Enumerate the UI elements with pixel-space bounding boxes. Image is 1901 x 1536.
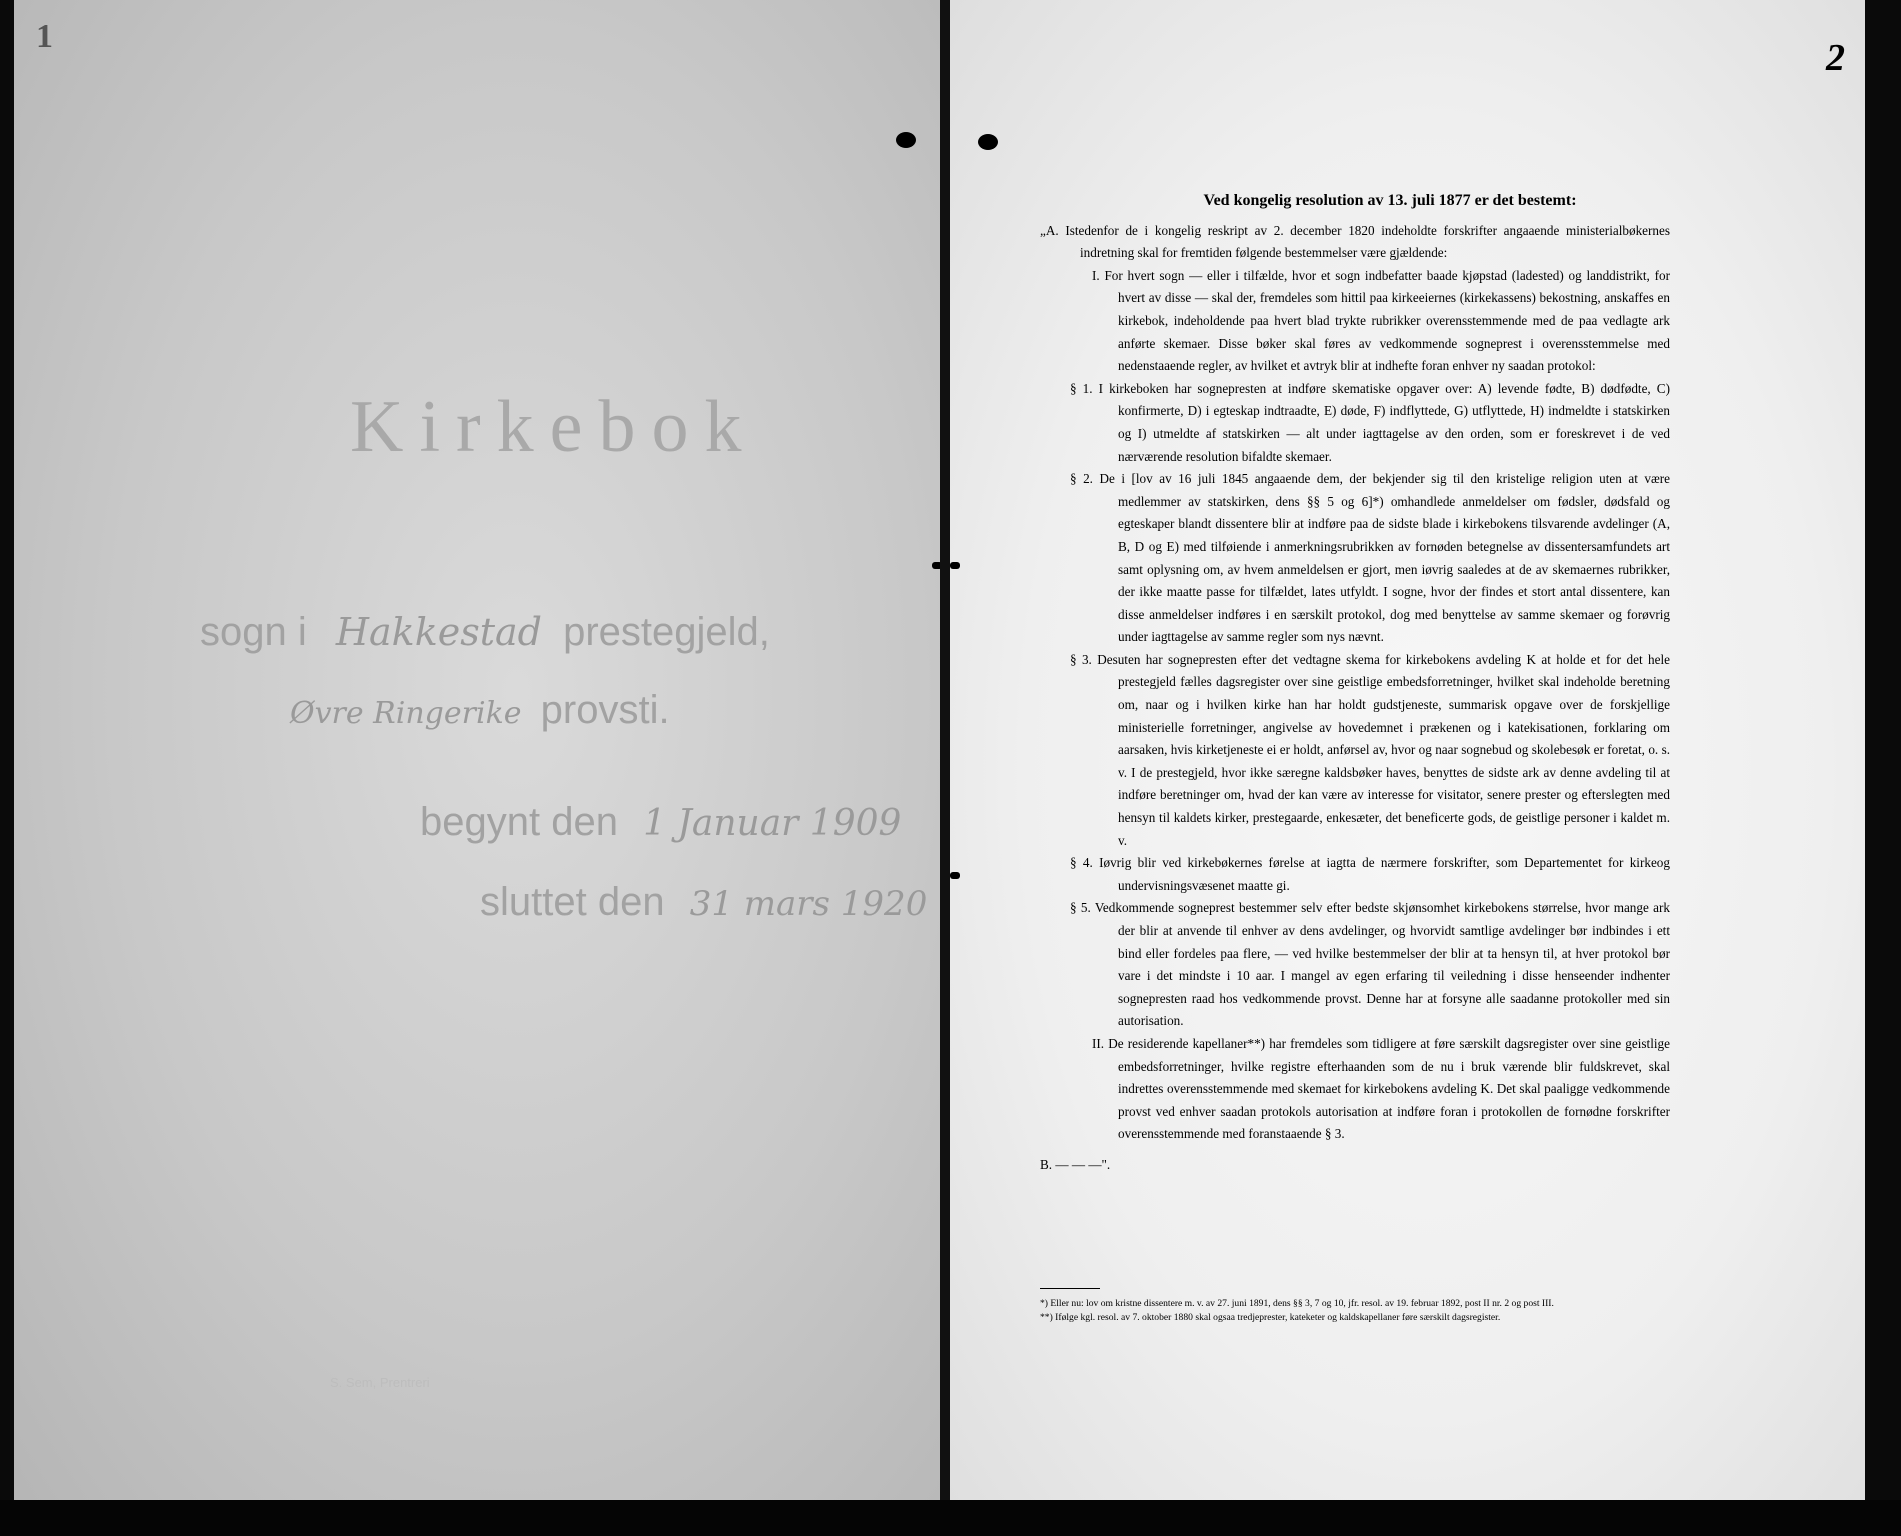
- sluttet-line: [480, 880, 927, 925]
- item-2: II. De residerende kapellaner**) har fremdeles som tidligere at føre særskilt dagsregister over sine geistlige embedsforretninger, hvilke registre efterhaanden som de nu i bruk værende blir fuldskrevet, skal indrettes overensstemmende med skemaet for kirkebokens avdeling K. Det skal paaligge vedkommende provst ved enhver saadan protokols autorisation at indføre foran i protokollen de fornødne forskrifter overensstemmende med foranstaaende § 3.: [1092, 1035, 1670, 1142]
- section-1: § 1. I kirkeboken har sognepresten at indføre skematiske opgaver over: A) levende fødte, B) dødfødte, C) konfirmerte, D) i egteskap indtraadte, E) døde, F) indflyttede, G) utflyttede, H) indmeldte i statskirken og I) utmeldte af statskirken — alt under iagttagelse av den orden, som er foreskrevet i de ved nærværende resolution bifaldte skemaer.: [1070, 380, 1670, 464]
- footnote-rule: [1040, 1288, 1100, 1289]
- resolution-heading: Ved kongelig resolution av 13. juli 1877 er det bestemt:: [1203, 192, 1577, 209]
- sogn-line: [200, 610, 770, 655]
- binding-mark-right-lower: [950, 872, 960, 879]
- binding-hole-left: [896, 132, 916, 148]
- prestegjeld-label: prestegjeld,: [563, 610, 770, 654]
- resolution-text: [1040, 190, 1670, 1177]
- footnotes: [1040, 1288, 1670, 1325]
- provsti-label: provsti.: [540, 688, 670, 732]
- scan-edge-bottom: [0, 1500, 1901, 1536]
- sluttet-handwritten: 31 mars 1920: [689, 884, 928, 924]
- binding-mark-right: [950, 562, 960, 569]
- binding-hole-right: [978, 134, 998, 150]
- footnote-2: **) Ifølge kgl. resol. av 7. oktober 1880 skal ogsaa tredjeprester, kateketer og kaldskapellaner føre særskilt dagsregister.: [1040, 1312, 1501, 1323]
- item-1: I. For hvert sogn — eller i tilfælde, hvor et sogn indbefatter baade kjøpstad (ladested) og landdistrikt, for hvert av disse — skal der, fremdeles som hittil paa kirkeeiernes (kirkekassens) bekostning, anskaffes en kirkebok, indeholdende paa hvert blad trykte rubrikker overensstemmende med de paa vedlagte ark anførte skemaer. Disse bøker skal føres av vedkommende sogneprest i overensstemmelse med nedenstaaende regler, av hvilket et avtryk blir at indhefte foran enhver ny saadan protokol:: [1092, 267, 1670, 374]
- section-4: § 4. Iøvrig blir ved kirkebøkernes førelse at iagtta de nærmere forskrifter, som Departementet for kirkeog undervisningsvæsenet maatte gi.: [1070, 855, 1670, 893]
- section-3: § 3. Desuten har sognepresten efter det vedtagne skema for kirkebokens avdeling K at holde et for det hele prestegjeld fælles dagsregister over sine geistlige embedsforretninger, hvilket skal indeholde beretning om, naar og i hvilken kirke han har holdt gudstjeneste, summarisk opgave over de forskjellige ministerielle forretninger, angivelse av hovedemnet i prækenen og i katekisationen, forklaring om aarsaken, hvis kirketjeneste ei er holdt, anførsel av, hvor og naar sognebud og skolebesøk er foretat, o. s. v. I de prestegjeld, hvor ikke særegne kaldsbøker haves, benyttes de sidste ark av denne avdeling til at indføre beretninger om, hvad der kan være av interesse for visitator, senere prester og efterslegten med hensyn til kaldets kirker, prestegaarde, enkesæter, det beneficerte gods, de geistlige personer i kaldet m. v.: [1070, 651, 1670, 848]
- begynt-line: [420, 800, 901, 845]
- sogn-handwritten: Hakkestad: [335, 610, 542, 654]
- paragraph-a: „A. Istedenfor de i kongelig reskript av 2. december 1820 indeholdte forskrifter angaaende ministerialbøkernes indretning skal for fremtiden følgende bestemmelser være gjældende:: [1040, 222, 1670, 261]
- begynt-handwritten: 1 Januar 1909: [643, 803, 902, 844]
- sogn-label: sogn i: [200, 610, 307, 654]
- sluttet-label: sluttet den: [480, 880, 665, 924]
- footnote-1: *) Eller nu: lov om kristne dissentere m. v. av 27. juni 1891, dens §§ 3, 7 og 10, jfr. resol. av 19. februar 1892, post II nr. 2 og post III.: [1040, 1298, 1554, 1309]
- begynt-label: begynt den: [420, 800, 618, 844]
- right-page-number: 2: [1826, 37, 1845, 79]
- left-page: [0, 0, 940, 1536]
- left-page-number: 1: [36, 18, 53, 55]
- item-b: B. — — —".: [1040, 1156, 1111, 1172]
- page-gutter: [940, 0, 950, 1536]
- section-2: § 2. De i [lov av 16 juli 1845 angaaende dem, der bekjender sig til den kristelige religion uten at være medlemmer av statskirken, dens §§ 5 og 6]*) omhandlede anmeldelser om fødsler, dødsfald og egteskaper blandt dissentere blir at indføre paa de sidste blade i kirkebokens tilsvarende avdelinger (A, B, D og E) med tilføiende i anmerkningsrubrikken av fornøden betegnelse av dissentersamfundets art samt oplysning om, av hvem anmeldelsen er gjort, men iøvrig saaledes at de av skemaernes rubrikker, der ikke maatte passe for tilfældet, lates utfyldt. I sogne, hvor der findes et stort antal dissentere, kan disse anmeldelser indføres i en særskilt protokol, dog med benyttelse av samme skemaer og forøvrig under iagttagelse av samme regler som nys nævnt.: [1070, 471, 1670, 645]
- section-5: § 5. Vedkommende sogneprest bestemmer selv efter bedste skjønsomhet kirkebokens størrelse, hvor mange ark der blir at anvende til enhver av dens avdelinger, og hvorvidt samtlige avdelinger bør indbindes i ett bind eller fordeles paa flere, — ved hvilke bestemmelser der blir at ta hensyn til, at hver protokol bør vare i det mindste i 10 aar. I mangel av egen erfaring til veiledning i disse henseender indhenter sognepresten raad hos vedkommende provst. Denne har at forsyne alle saadanne protokoller med sin autorisation.: [1070, 900, 1670, 1029]
- printer-mark: S. Sem, Prentreri: [330, 1375, 430, 1390]
- binding-mark-left: [932, 562, 940, 569]
- scan-edge-right: [1865, 0, 1901, 1536]
- provsti-line: [290, 688, 670, 733]
- book-title: Kirkebok: [350, 386, 758, 468]
- provsti-handwritten: Øvre Ringerike: [290, 696, 522, 731]
- scan-edge-left: [0, 0, 14, 1536]
